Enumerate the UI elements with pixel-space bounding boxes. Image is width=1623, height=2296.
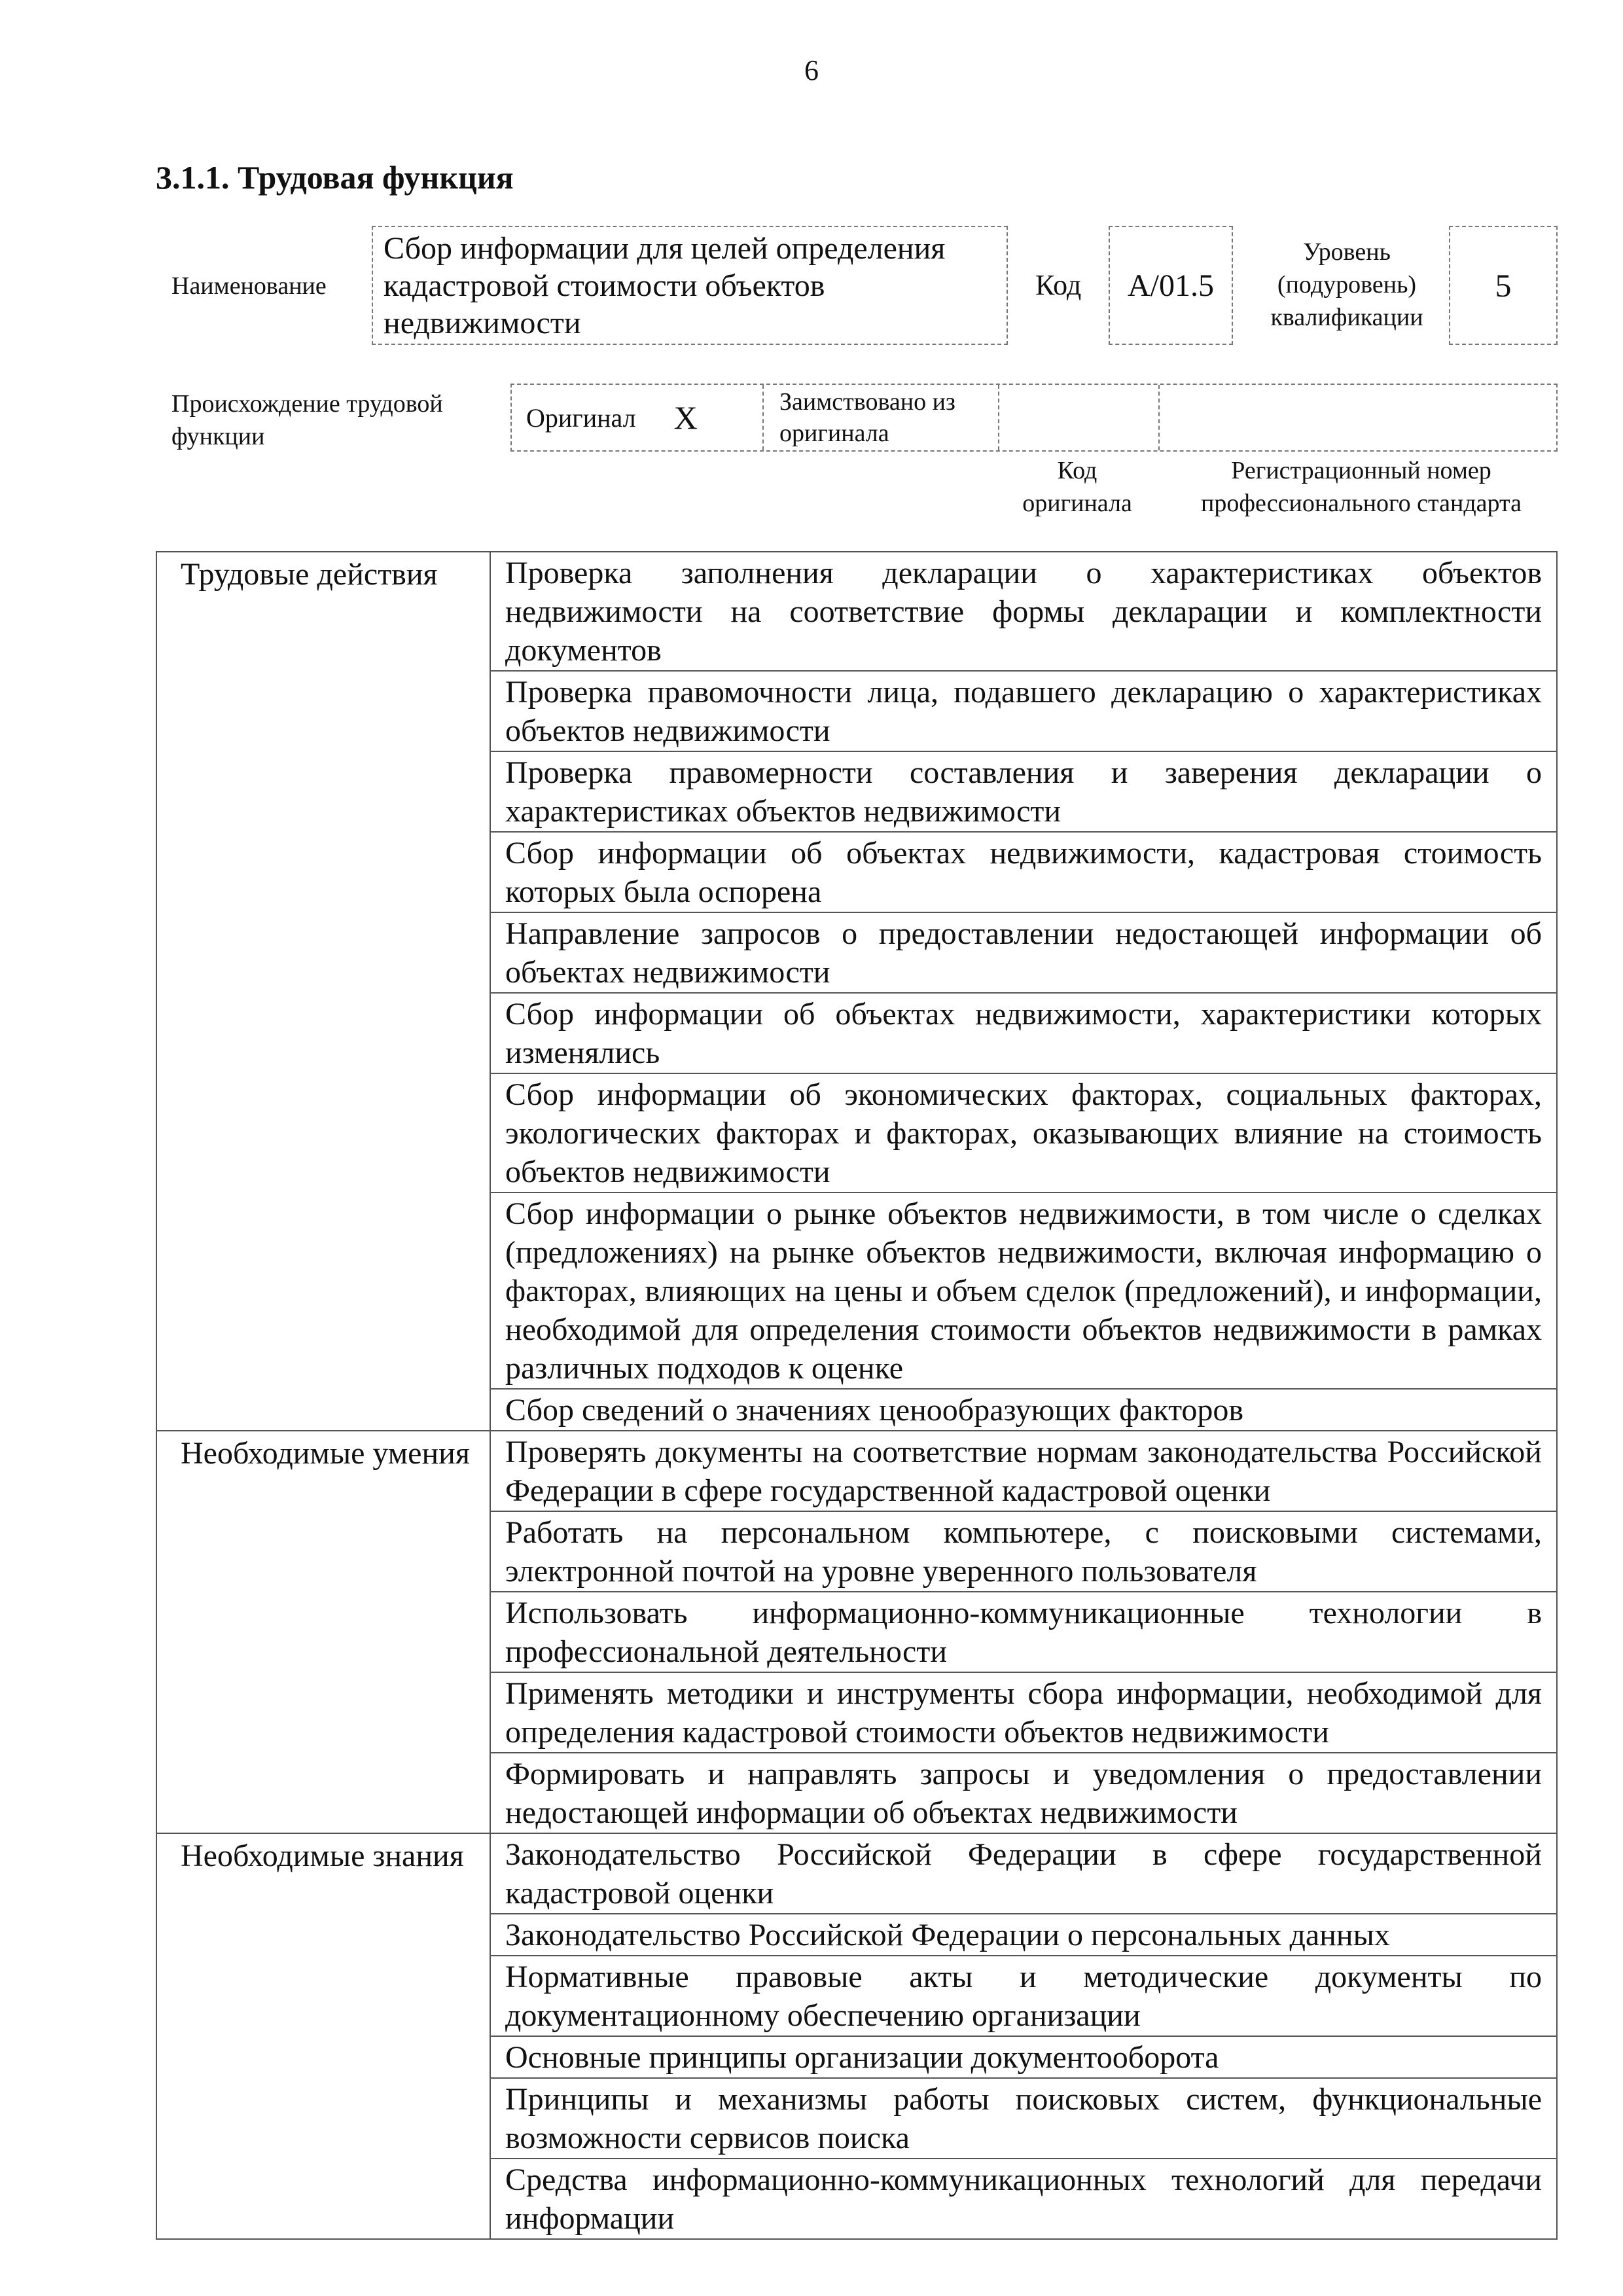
borrowed-label: Заимствовано из оригинала <box>764 385 999 450</box>
item-cell: Применять методики и инструменты сбора информации, необходимой для определения кадастровой стоимости объектов недвижимости <box>490 1672 1557 1753</box>
item-cell: Нормативные правовые акты и методические документы по документационному обеспечению организации <box>490 1956 1557 2036</box>
item-cell: Законодательство Российской Федерации в сфере государственной кадастровой оценки <box>490 1833 1557 1914</box>
section-title: 3.1.1. Трудовая функция <box>156 159 514 196</box>
competency-table-body <box>156 552 1557 2239</box>
origin-label: Происхождение трудовой функции <box>171 390 443 450</box>
original-label: Оригинал <box>526 403 636 433</box>
item-cell: Сбор сведений о значениях ценообразующих факторов <box>490 1389 1557 1431</box>
item-cell: Работать на персональном компьютере, с поисковыми системами, электронной почтой на уровне уверенного пользователя <box>490 1511 1557 1592</box>
name-label: Наименование <box>171 272 327 300</box>
table-row <box>156 552 1557 671</box>
item-cell: Формировать и направлять запросы и уведомления о предоставлении недостающей информации об объектах недвижимости <box>490 1753 1557 1833</box>
page-number: 6 <box>804 54 819 86</box>
function-name-box: Сбор информации для целей определения кадастровой стоимости объектов недвижимости <box>372 226 1008 345</box>
item-cell: Сбор информации об объектах недвижимости, кадастровая стоимость которых была оспорена <box>490 832 1557 912</box>
section-title-cell: Трудовые действия <box>156 552 490 1431</box>
item-cell: Сбор информации о рынке объектов недвижимости, в том числе о сделках (предложениях) на рынке объектов недвижимости, включая информацию о факторах, влияющих на цены и объем сделок (предложений), и информации, необходимой для определения стоимости объектов недвижимости в рамках различных подходов к оценке <box>490 1193 1557 1389</box>
item-cell: Средства информационно-коммуникационных технологий для передачи информации <box>490 2159 1557 2239</box>
item-cell: Основные принципы организации документооборота <box>490 2036 1557 2078</box>
level-label: Уровень (подуровень) квалификации <box>1270 238 1423 331</box>
item-cell: Сбор информации об объектах недвижимости, характеристики которых изменялись <box>490 993 1557 1073</box>
table-row <box>156 1431 1557 1511</box>
origin-original-cell <box>512 385 764 450</box>
code-original-caption: Код оригинала <box>1022 457 1132 517</box>
original-mark: X <box>673 399 698 436</box>
level-value-box: 5 <box>1449 226 1558 345</box>
item-cell: Проверять документы на соответствие нормам законодательства Российской Федерации в сфере государственной кадастровой оценки <box>490 1431 1557 1511</box>
item-cell: Проверка правомерности составления и заверения декларации о характеристиках объектов недвижимости <box>490 751 1557 832</box>
section-title-cell: Необходимые умения <box>156 1431 490 1833</box>
item-cell: Сбор информации об экономических факторах, социальных факторах, экологических факторах и факторах, оказывающих влияние на стоимость объектов недвижимости <box>490 1073 1557 1193</box>
origin-row <box>510 384 1558 452</box>
item-cell: Использовать информационно-коммуникационные технологии в профессиональной деятельности <box>490 1592 1557 1672</box>
reg-number-caption: Регистрационный номер профессионального стандарта <box>1201 457 1522 517</box>
origin-code-cell <box>999 385 1160 450</box>
code-label: Код <box>1035 269 1082 301</box>
item-cell: Направление запросов о предоставлении недостающей информации об объектах недвижимости <box>490 912 1557 993</box>
item-cell: Проверка заполнения декларации о характеристиках объектов недвижимости на соответствие формы декларации и комплектности документов <box>490 552 1557 671</box>
table-row <box>156 1833 1557 1914</box>
code-value-box: A/01.5 <box>1109 226 1233 345</box>
competency-table <box>156 551 1558 2240</box>
item-cell: Проверка правомочности лица, подавшего декларацию о характеристиках объектов недвижимости <box>490 671 1557 751</box>
section-title-cell: Необходимые знания <box>156 1833 490 2239</box>
origin-reg-number-cell <box>1160 385 1556 450</box>
item-cell: Законодательство Российской Федерации о персональных данных <box>490 1914 1557 1956</box>
item-cell: Принципы и механизмы работы поисковых систем, функциональные возможности сервисов поиска <box>490 2078 1557 2159</box>
